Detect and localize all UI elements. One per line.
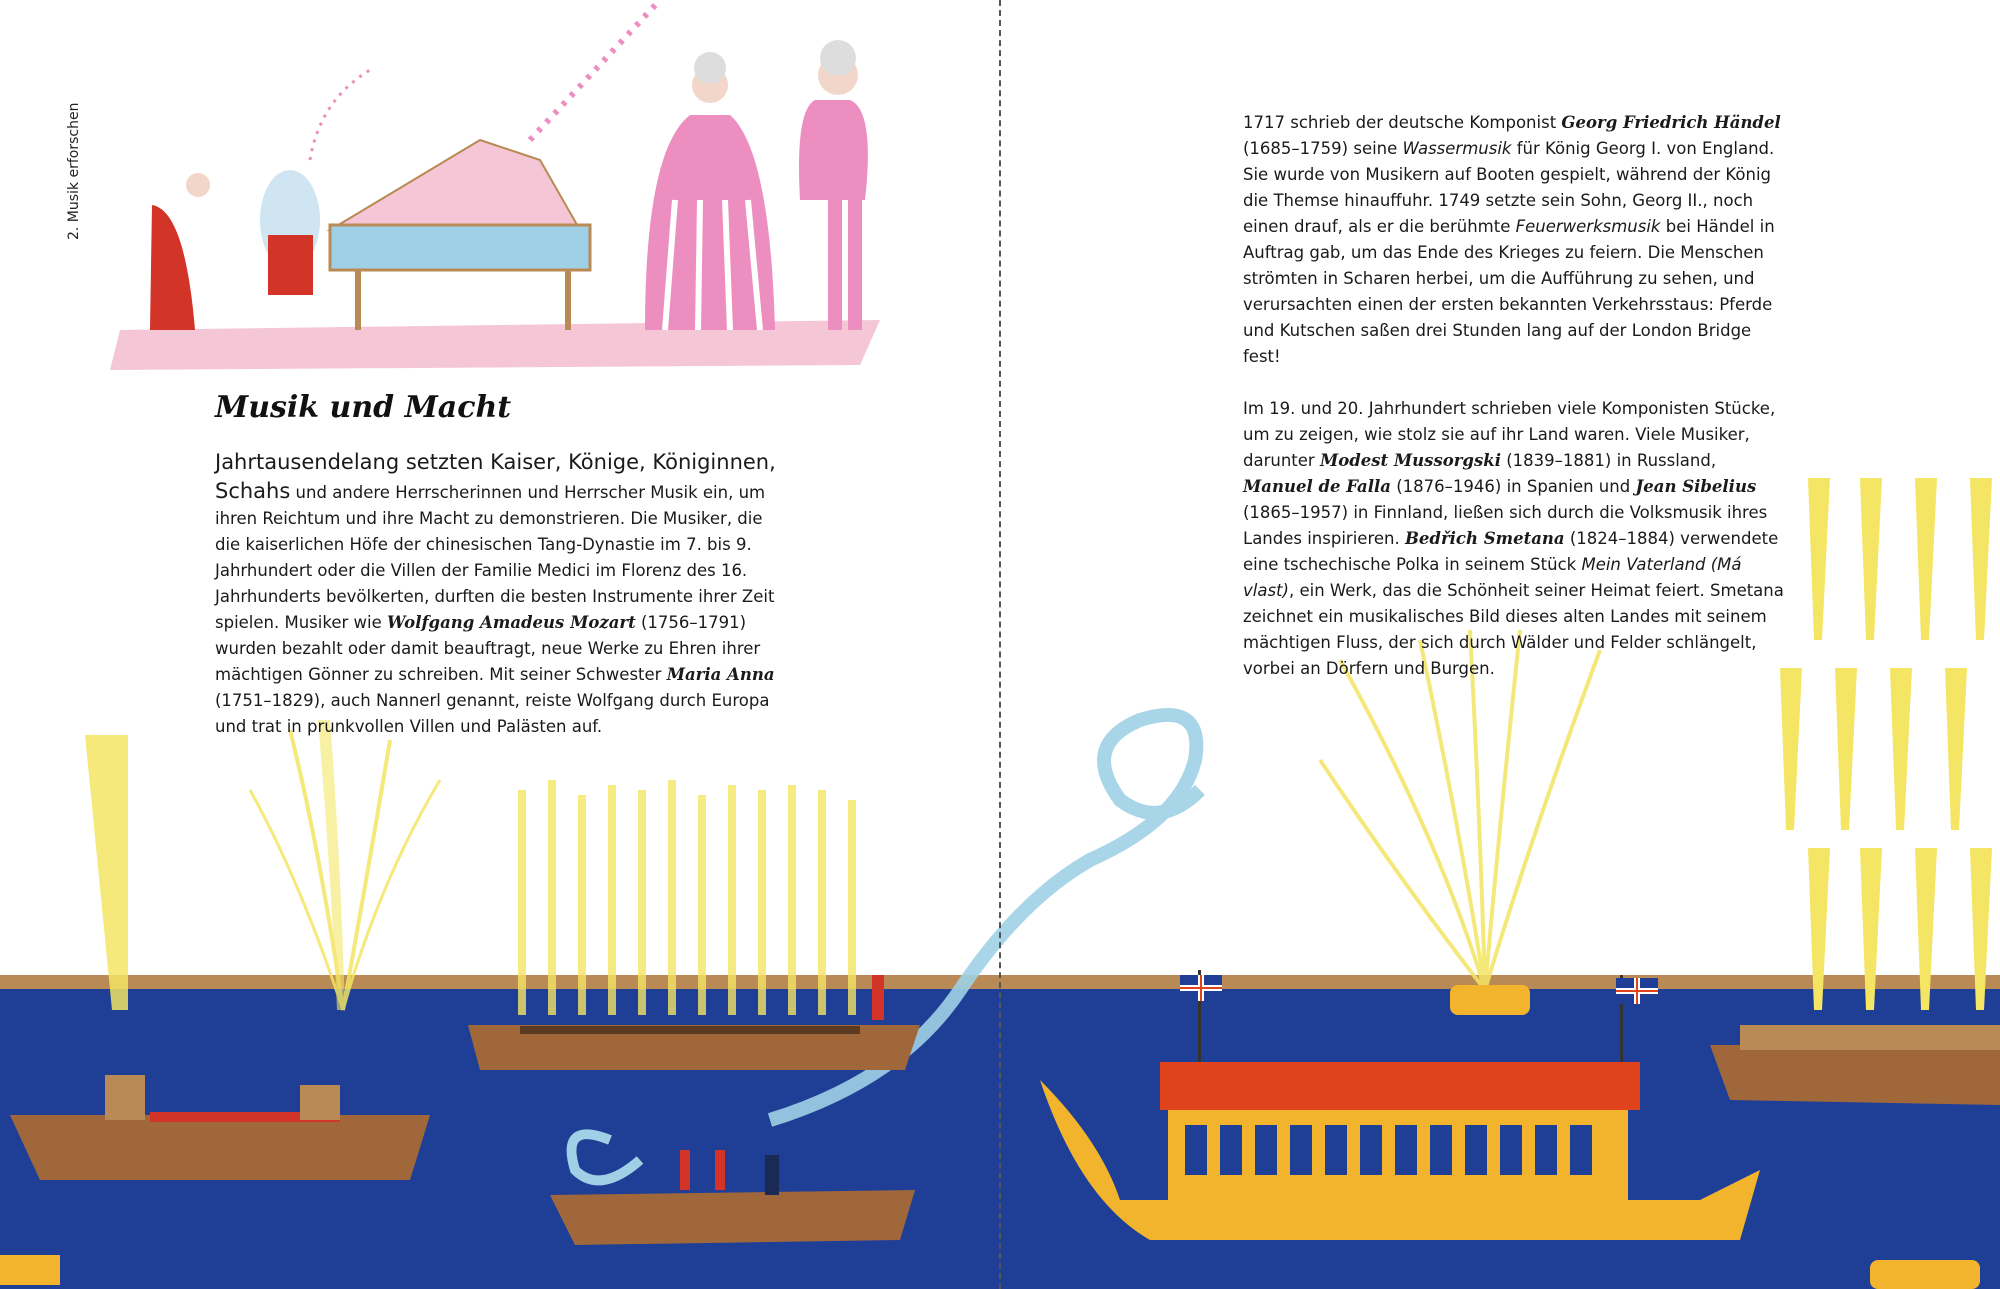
text-run: (1876–1946) in Spanien und <box>1390 477 1636 496</box>
right-body-text <box>1243 110 1788 708</box>
composer-name: Modest Mussorgski <box>1319 451 1501 470</box>
page-heading: Musik und Macht <box>215 390 512 425</box>
firework-icon <box>85 720 440 1010</box>
text-run: (1756–1791) wurden bezahlt oder damit beauftragt, neue Werke zu Ehren ihrer mächtigen Gönner zu schreiben. Mit seiner Schwester <box>215 613 761 684</box>
text-run: , ein Werk, das die Schönheit seiner Heimat feiert. Smetana zeichnet ein musikalisches Bild dieses alten Landes mit seinem mächtigen Fluss, der sich durch Wälder und Felder schlängelt, vorbei an Dörfern und Burgen. <box>1243 581 1784 678</box>
text-run: (1751–1829), auch Nannerl genannt, reiste Wolfgang durch Europa und trat in prunkvollen Villen und Palästen auf. <box>215 691 770 736</box>
text-run: (1839–1881) in Russland, <box>1500 451 1717 470</box>
text-run: bei Händel in Auftrag gab, um das Ende des Krieges zu feiern. Die Menschen strömten in Scharen herbei, um die Aufführung zu sehen, und verursachten einen der ersten bekannten Verkehrsstaus: Pferde und Kutschen saßen drei Stunden lang auf der London Bridge fest! <box>1243 217 1775 366</box>
chapter-label: 2. Musik erforschen <box>66 102 82 240</box>
paragraph <box>1243 110 1788 370</box>
firework-icon <box>1780 478 1992 1010</box>
paragraph <box>1243 396 1788 682</box>
composer-name: Bedřich Smetana <box>1404 529 1565 548</box>
text-run: 1717 schrieb der deutsche Komponist <box>1243 113 1562 132</box>
left-body-text <box>215 448 780 740</box>
lead-text: Jahrtausendelang setzten Kaiser, Könige, Königinnen, Schahs <box>215 450 776 503</box>
page-fold <box>999 0 1001 1289</box>
rococo-concert-illustration <box>100 0 880 380</box>
work-title: Feuerwerksmusik <box>1515 217 1661 236</box>
boat-right <box>1710 1025 2000 1105</box>
composer-name: Jean Sibelius <box>1635 477 1757 496</box>
text-run: (1865–1957) in Finnland, ließen sich durch die Volksmusik ihres Landes inspirieren. <box>1243 503 1768 548</box>
text-run: (1824–1884) verwendete eine tschechische Polka in seinem Stück <box>1243 529 1779 574</box>
person-name: Maria Anna <box>666 665 775 684</box>
composer-name: Manuel de Falla <box>1243 477 1391 496</box>
text-run: (1685–1759) seine <box>1243 139 1403 158</box>
work-title: Mein Vaterland (Má vlast) <box>1243 555 1742 600</box>
composer-name: Wolfgang Amadeus Mozart <box>387 613 636 632</box>
text-run: und andere Herrscherinnen und Herrscher Musik ein, um ihren Reichtum und ihre Macht zu demonstrieren. Die Musiker, die die kaiserlichen Höfe der chinesischen Tang-Dynastie im 7. bis 9. Jahrhundert oder die Villen der Familie Medici im Florenz des 16. Jahrhunderts bevölkerten, durften die besten Instrumente ihrer Zeit spielen. Musiker wie <box>215 483 775 632</box>
work-title: Wassermusik <box>1402 139 1512 158</box>
text-run: Im 19. und 20. Jahrhundert schrieben viele Komponisten Stücke, um zu zeigen, wie stolz sie auf ihr Land waren. Viele Musiker, darunter <box>1243 399 1776 470</box>
composer-name: Georg Friedrich Händel <box>1561 113 1781 132</box>
text-run: für König Georg I. von England. Sie wurde von Musikern auf Booten gespielt, während der König die Themse hinauffuhr. 1749 setzte sein Sohn, Georg II., noch einen drauf, als er die berühmte <box>1243 139 1775 236</box>
